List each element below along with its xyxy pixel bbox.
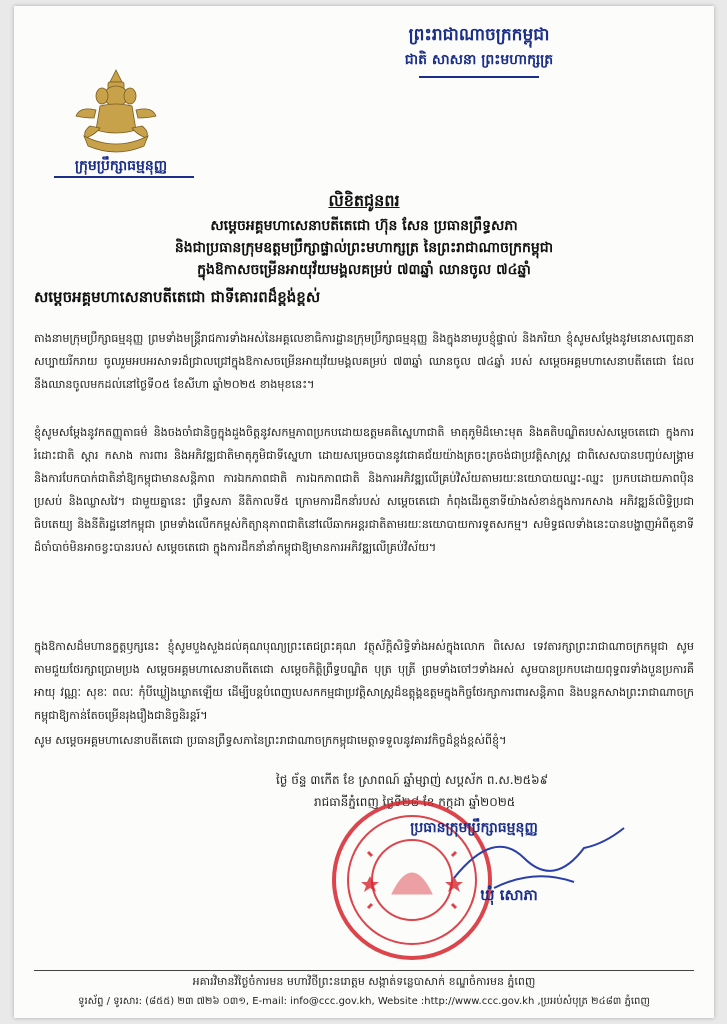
national-motto: ជាតិ សាសនា ព្រះមហាក្សត្រ <box>404 52 554 68</box>
salutation: សម្តេចអគ្គមហាសេនាបតីតេជោ ជាទីគោរពដ៏ខ្ពង់ខ្ពស់ <box>34 288 321 306</box>
paragraph-2: ខ្ញុំសូមសម្តែងនូវកតញ្ញុតាធម៌ និងចងចាំជានិច្ចក្នុងដួងចិត្តនូវសកម្មភាពប្រកបដោយឧត្តមគតិស្នេហាជាតិ មាតុភូមិដ៏មោះមុត និងគតិបណ្ឌិតរបស់សម្តេចតេជោ ក្នុងការរំដោះជាតិ ស្តារ កសាង ការពារ និងអភិវឌ្ឍជាតិមាតុភូមិជាទីស្នេហា ដោយសម្រេចបាននូវជោគជ័យយ៉ាងត្រចះត្រចង់ជាប្រវត្តិសាស្ត្រ ជាពិសេសបានបញ្ចប់សង្គ្រាម និងការបែកបាក់ជាតិនាំឱ្យកម្ពុជាមានសន្តិភាព ការឯកភាពជាតិ ការឯកភាពជាតិ និងការអភិវឌ្ឍលើគ្រប់វិស័យតាមរយៈនយោបាយឈ្នះ-ឈ្នះ ប្រកបដោយភាពប៉ិនប្រសប់ និងឈ្លាសវៃ។ ជាមួយគ្នានេះ ព្រឹទ្ធសភា នីតិកាលទី៥ ក្រោមការដឹកនាំរបស់ សម្តេចតេជោ កំពុងដើរតួនាទីយ៉ាងសំខាន់ក្នុងការកសាង អភិវឌ្ឍន៍លិទ្ធិប្រជាធិបតេយ្យ និងនីតិរដ្ឋនៅកម្ពុជា ព្រមទាំងលើកកម្ពស់កិត្យានុភាពជាតិនៅលើឆាកអន្តរជាតិតាមរយៈនយោបាយការទូតសកម្ម។ សមិទ្ធផលទាំងនេះបានបង្ហាញអំពីតួនាទីដ៏ចាំបាច់មិនអាចខ្វះបានរបស់ សម្តេចតេជោ ក្នុងការដឹកនាំនាំកម្ពុជាឱ្យមានការអភិវឌ្ឍលើគ្រប់វិស័យ។ <box>34 426 694 555</box>
paragraph-4: សូម សម្តេចអគ្គមហាសេនាបតីតេជោ ប្រធានព្រឹទ្ធសភានៃព្រះរាជាណាចក្រកម្ពុជាមេត្តាទទួលនូវគារវកិច្ចដ៏ខ្ពង់ខ្ពស់ពីខ្ញុំ។ <box>34 734 507 748</box>
motto-divider <box>419 76 539 78</box>
letter-page <box>14 6 714 1018</box>
footer-contact: ទូរស័ព្ទ / ទូរសារ: (៨៥៥) ២៣ ៧២៦ ០៣១, E-mail: info@ccc.gov.kh, Website :http://www.ccc.gov.kh ,ប្រអប់សំបុត្រ ២៤៨៣ ភ្នំពេញ <box>78 996 650 1007</box>
solar-date: រាជធានីភ្នំពេញ ថ្ងៃទី២៨ ខែ កក្កដា ឆ្នាំ២០២៥ <box>314 795 516 809</box>
heading-line-1: សម្តេចអគ្គមហាសេនាបតីតេជោ ហ៊ុន សែន ប្រធានព្រឹទ្ធសភា <box>210 218 518 234</box>
brahma-emblem-icon <box>70 66 162 162</box>
lunar-date: ថ្ងៃ ច័ន្ទ ៣កើត ខែ ស្រាពណ៍ ឆ្នាំម្សាញ់ សប្តស័ក ព.ស.២៥៦៩ <box>276 773 549 787</box>
council-name: ក្រុមប្រឹក្សាធម្មនុញ្ញ <box>74 158 168 174</box>
signer-name: ឃុំ សោភា <box>480 886 538 904</box>
council-underline <box>54 176 194 178</box>
footer-divider <box>34 970 694 971</box>
paragraph-3: ក្នុងឱកាសដ៏មហានក្ខត្តឫក្សនេះ ខ្ញុំសូមបួងសួងដល់គុណបុណ្យព្រះតេជព្រះគុណ វត្ថុស័ក្តិសិទ្ធិទាំងអស់ក្នុងលោក ពិសេស ទេវតារក្សាព្រះរាជាណាចក្រកម្ពុជា សូមតាមជួយថែរក្សាប្រោមប្រង សម្តេចអគ្គមហាសេនាបតីតេជោ សម្តេចកិត្តិព្រឹទ្ធបណ្ឌិត បុត្រ បុត្រី ព្រមទាំងចៅៗទាំងអស់ សូមបានប្រកបដោយពុទ្ធពរទាំងបួនប្រការគឺ អាយុ វណ្ណៈ សុខៈ ពលៈ កុំបីឃ្លៀងឃ្លាតឡើយ ដើម្បីបន្តបំពេញបេសកកម្មជាប្រវត្តិសាស្ត្រដ៏ឧត្តុង្គឧត្តមក្នុងកិច្ចថែរក្សាការពារសន្តិភាព និងបន្តកសាងព្រះរាជាណាចក្រកម្ពុជាឱ្យកាន់តែចម្រើនរុងរឿងជានិច្ចនិរន្តរ៍។ <box>34 640 694 723</box>
letter-title: លិខិតជូនពរ <box>328 191 400 210</box>
signer-title: ប្រធានក្រុមប្រឹក្សាធម្មនុញ្ញ <box>410 820 538 836</box>
heading-line-3: ក្នុងឱកាសចម្រើនអាយុវ័យមង្គលគម្រប់ ៧៣ឆ្នាំ ឈានចូល ៧៤ឆ្នាំ <box>197 262 531 278</box>
footer-address: អគារវិមានវិថ្ងៃចំការមន មហាវិថីព្រះនរោត្តម សង្កាត់ទន្លេបាសាក់ ខណ្ឌចំការមន ភ្នំពេញ <box>192 975 536 988</box>
kingdom-title: ព្រះរាជាណាចក្រកម្ពុជា <box>408 25 550 45</box>
paragraph-1: តាងនាមក្រុមប្រឹក្សាធម្មនុញ្ញ ព្រមទាំងមន្ត្រីរាជការទាំងអស់នៃអគ្គលេខាធិការដ្ឋានក្រុមប្រឹក្សាធម្មនុញ្ញ និងក្នុងនាមរូបខ្ញុំផ្ទាល់ និងភរិយា ខ្ញុំសូមសម្តែងនូវមនោសញ្ចេតនាសប្បាយរីករាយ ចូលរួមអបអរសាទរដ៏ជ្រាលជ្រៅក្នុងឱកាសចម្រើនអាយុវ័យមង្គលគម្រប់ ៧៣ឆ្នាំ ឈានចូល ៧៤ឆ្នាំ របស់ សម្តេចអគ្គមហាសេនាបតីតេជោ ដែលនឹងឈានចូលមកដល់នៅថ្ងៃទី០៥ ខែសីហា ឆ្នាំ២០២៥ ខាងមុខនេះ។ <box>34 332 694 392</box>
heading-line-2: និងជាប្រធានក្រុមឧត្តមប្រឹក្សាផ្ទាល់ព្រះមហាក្សត្រ នៃព្រះរាជាណាចក្រកម្ពុជា <box>174 240 554 256</box>
